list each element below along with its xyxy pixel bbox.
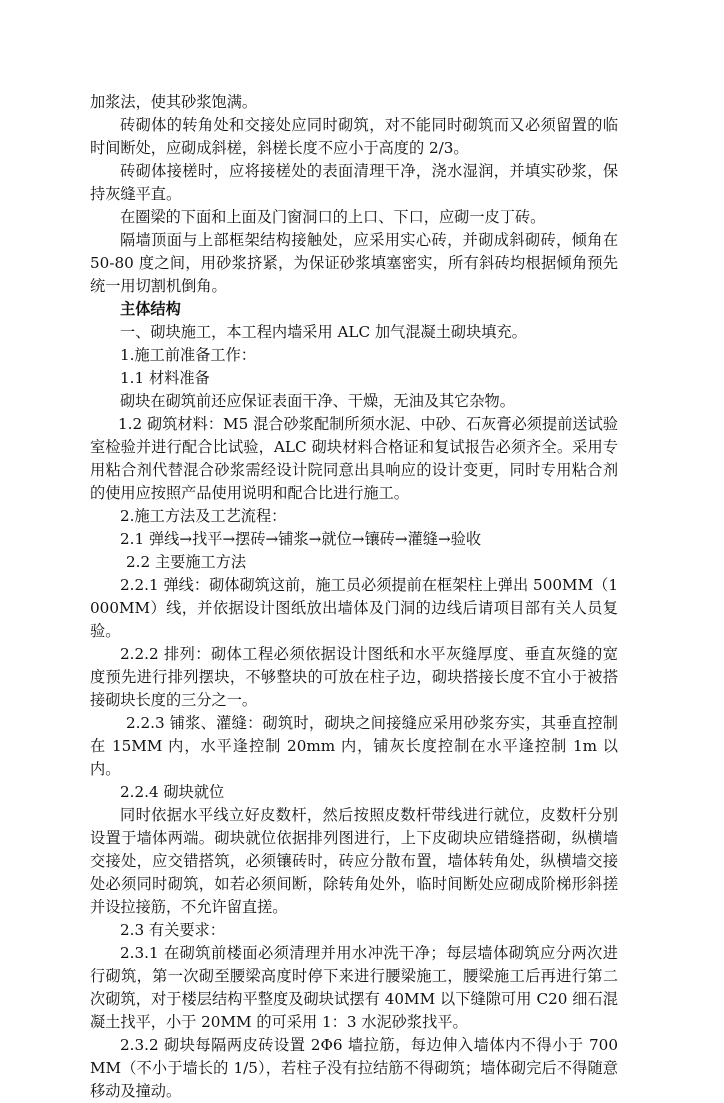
paragraph-mortar-grouting: 2.2.3 铺浆、灌缝：砌筑时，砌块之间接缝应采用砂浆夯实，其垂直控制在 15MM 内，水平逢控制 20mm 内，铺灰长度控制在水平逢控制 1m 以内。	[90, 714, 618, 778]
paragraph-masonry-materials: 1.2 砌筑材料：M5 混合砂浆配制所须水泥、中砂、石灰膏必须提前送试验室检验并进行配合比试验，ALC 砌块材料合格证和复试报告必须齐全。采用专用粘合剂代替混合砂浆需经设计院同意出具响应的设计变更，同时专用粘合剂的使用应按照产品使用说明和配合比进行施工。	[90, 415, 618, 502]
paragraph-tie-bars: 2.3.2 砌块每隔两皮砖设置 2Φ6 墙拉筋，每边伸入墙体内不得小于 700MM（不小于墙长的 1/5），若柱子没有拉结筋不得砌筑；墙体砌完后不得随意移动及撞动。	[90, 1036, 618, 1100]
paragraph-mortar-fill: 加浆法，使其砂浆饱满。	[90, 93, 258, 111]
paragraph-arrangement: 2.2.2 排列：砌体工程必须依据设计图纸和水平灰缝厚度、垂直灰缝的宽度预先进行排列摆块，不够整块的可放在柱子边，砌块搭接长度不宜小于被搭接砌块长度的三分之一。	[90, 645, 618, 709]
section-heading-main-structure: 主体结构	[120, 300, 181, 318]
paragraph-block-construction: 一、砌块施工，本工程内墙采用 ALC 加气混凝土砌块填充。	[120, 323, 527, 341]
paragraph-main-methods-title: 2.2 主要施工方法	[126, 553, 247, 571]
paragraph-floor-cleaning: 2.3.1 在砌筑前楼面必须清理并用水冲洗干净；每层墙体砌筑应分两次进行砌筑，第一次砌至腰梁高度时停下来进行腰梁施工，腰梁施工后再进行第二次砌筑，对于楼层结构平整度及砌块试摆有 40MM 以下缝隙可用 C20 细石混凝土找平，小于 20MM 的可采用 1：3 水泥砂浆找平。	[90, 944, 618, 1031]
document-page	[90, 91, 618, 1103]
paragraph-material-preparation: 1.1 材料准备	[120, 369, 210, 387]
paragraph-corner-masonry: 砖砌体的转角处和交接处应同时砌筑，对不能同时砌筑而又必须留置的临时间断处，应砌成斜槎，斜槎长度不应小于高度的 2/3。	[90, 116, 618, 157]
paragraph-block-cleanliness: 砌块在砌筑前还应保证表面干净、干燥，无油及其它杂物。	[120, 392, 515, 410]
paragraph-block-placement-title: 2.2.4 砌块就位	[120, 783, 225, 801]
paragraph-ring-beam: 在圈梁的下面和上面及门窗洞口的上口、下口，应砌一皮丁砖。	[120, 208, 546, 226]
paragraph-line-marking: 2.2.1 弹线：砌体砌筑这前，施工员必须提前在框架柱上弹出 500MM（1000MM）线，并依据设计图纸放出墙体及门洞的边线后请项目部有关人员复验。	[90, 576, 618, 640]
paragraph-method-title: 2.施工方法及工艺流程：	[120, 507, 287, 525]
paragraph-requirements-title: 2.3 有关要求：	[120, 921, 225, 939]
paragraph-process-flow: 2.1 弹线→找平→摆砖→铺浆→就位→镶砖→灌缝→验收	[120, 530, 482, 548]
paragraph-partition-top: 隔墙顶面与上部框架结构接触处，应采用实心砖，并砌成斜砌砖，倾角在 50-80 度之间，用砂浆挤紧，为保证砂浆填塞密实，所有斜砖均根据倾角预先统一用切割机倒角。	[90, 231, 618, 295]
paragraph-joint-cleaning: 砖砌体接槎时，应将接槎处的表面清理干净，浇水湿润，并填实砂浆，保持灰缝平直。	[90, 162, 618, 203]
paragraph-preparation-title: 1.施工前准备工作：	[120, 346, 256, 364]
paragraph-block-placement: 同时依据水平线立好皮数杆，然后按照皮数杆带线进行就位，皮数杆分别设置于墙体两端。砌块就位依据排列图进行，上下皮砌块应错缝搭砌，纵横墙交接处，应交错搭筑，必须镶砖时，砖应分散布置，墙体转角处，纵横墙交接处必须同时砌筑，如若必须间断，除转角处外，临时间断处应砌成阶梯形斜搓并设拉接筋，不允许留直搓。	[90, 806, 618, 916]
